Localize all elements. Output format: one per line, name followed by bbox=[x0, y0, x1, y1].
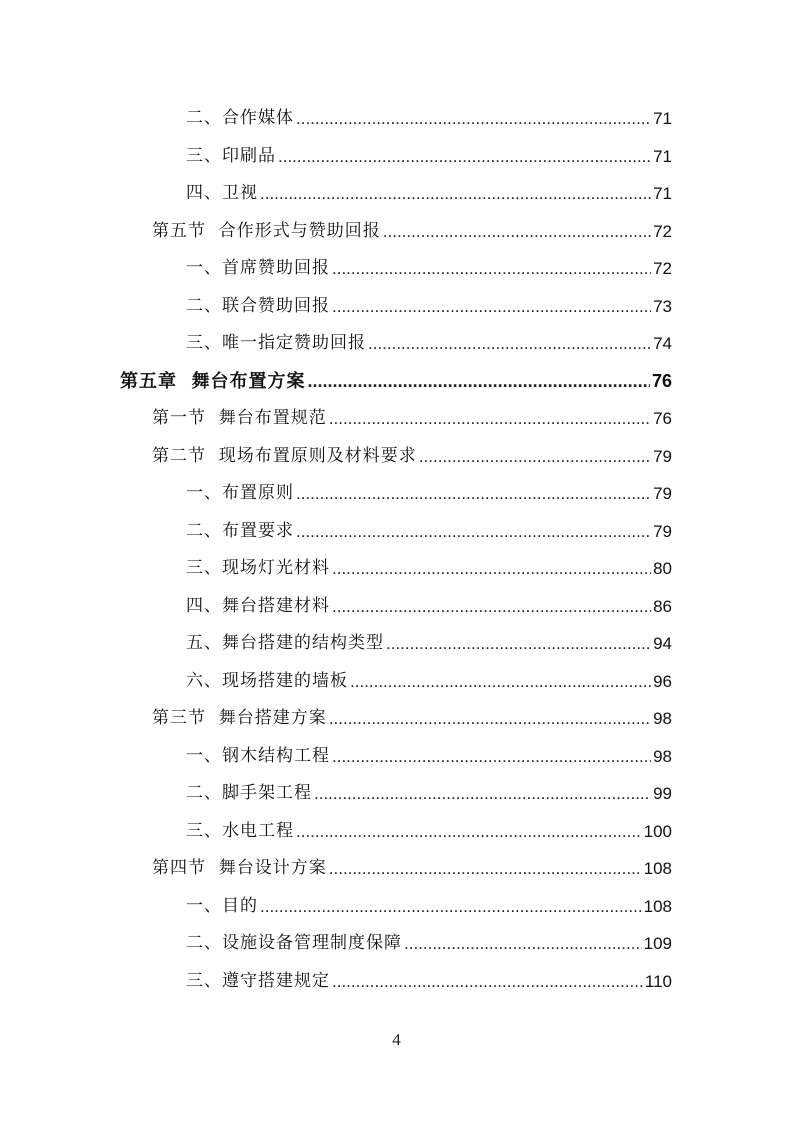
toc-entry[interactable] bbox=[186, 550, 672, 587]
dot-leader bbox=[386, 625, 651, 662]
toc-entry-title: 二、脚手架工程 bbox=[186, 783, 312, 803]
toc-entry-title: 三、遵守搭建规定 bbox=[186, 970, 330, 991]
toc-entry-page: 76 bbox=[651, 370, 672, 391]
toc-section-entry[interactable] bbox=[152, 213, 672, 250]
toc-entry[interactable] bbox=[186, 925, 672, 962]
toc-entry-page: 80 bbox=[653, 559, 672, 578]
toc-section-entry[interactable] bbox=[152, 850, 672, 887]
toc-entry-title: 一、目的 bbox=[186, 895, 258, 916]
toc-entry-page: 79 bbox=[653, 521, 672, 541]
dot-leader bbox=[278, 138, 651, 175]
toc-entry[interactable] bbox=[186, 663, 672, 700]
toc-entry-title: 五、舞台搭建的结构类型 bbox=[186, 633, 384, 653]
dot-leader bbox=[308, 363, 650, 400]
toc-chapter-entry[interactable] bbox=[120, 363, 672, 400]
toc-entry-title: 第五章 舞台布置方案 bbox=[120, 370, 306, 392]
toc-entry[interactable] bbox=[186, 513, 672, 550]
toc-entry-page: 76 bbox=[653, 409, 672, 428]
dot-leader bbox=[296, 475, 651, 512]
dot-leader bbox=[332, 963, 643, 1000]
toc-entry-page: 71 bbox=[653, 184, 672, 203]
toc-entry-page: 108 bbox=[643, 896, 672, 916]
toc-entry-title: 一、钢木结构工程 bbox=[186, 745, 330, 766]
toc-entry-title: 六、现场搭建的墙板 bbox=[186, 670, 348, 691]
dot-leader bbox=[419, 438, 651, 475]
toc-entry-page: 96 bbox=[653, 671, 672, 691]
toc-entry-page: 71 bbox=[653, 109, 672, 128]
toc-entry-page: 108 bbox=[643, 859, 672, 878]
toc-entry-title: 四、舞台搭建材料 bbox=[186, 595, 330, 616]
toc-entry-title: 第三节 舞台搭建方案 bbox=[152, 708, 327, 728]
dot-leader bbox=[368, 325, 651, 362]
toc-entry[interactable] bbox=[186, 250, 672, 287]
dot-leader bbox=[296, 100, 651, 137]
toc-entry-page: 72 bbox=[653, 259, 672, 278]
dot-leader bbox=[332, 588, 651, 625]
toc-entry[interactable] bbox=[186, 100, 672, 137]
toc-entry-title: 一、首席赞助回报 bbox=[186, 258, 330, 278]
toc-entry-title: 二、合作媒体 bbox=[186, 108, 294, 128]
toc-entry-page: 79 bbox=[653, 446, 672, 466]
toc-entry-title: 三、现场灯光材料 bbox=[186, 558, 330, 578]
toc-entry-page: 74 bbox=[653, 334, 672, 353]
dot-leader bbox=[296, 513, 651, 550]
toc-entry[interactable] bbox=[186, 625, 672, 662]
toc-entry-title: 四、卫视 bbox=[186, 183, 258, 203]
dot-leader bbox=[260, 175, 651, 212]
toc-entry-title: 二、设施设备管理制度保障 bbox=[186, 933, 402, 953]
toc-entry-title: 二、布置要求 bbox=[186, 520, 294, 541]
toc-entry-page: 109 bbox=[643, 934, 672, 953]
dot-leader bbox=[332, 288, 651, 325]
dot-leader bbox=[332, 550, 651, 587]
toc-section-entry[interactable] bbox=[152, 400, 672, 437]
dot-leader bbox=[404, 925, 642, 962]
toc-entry-title: 第五节 合作形式与赞助回报 bbox=[152, 220, 381, 241]
toc-entry[interactable] bbox=[186, 738, 672, 775]
toc-entry[interactable] bbox=[186, 325, 672, 362]
toc-entry-page: 94 bbox=[653, 634, 672, 653]
toc-entry-page: 99 bbox=[653, 784, 672, 803]
toc-entry[interactable] bbox=[186, 888, 672, 925]
toc-entry-title: 三、唯一指定赞助回报 bbox=[186, 333, 366, 353]
toc-entry-title: 第四节 舞台设计方案 bbox=[152, 858, 327, 878]
toc-entry-page: 73 bbox=[653, 296, 672, 316]
toc-section-entry[interactable] bbox=[152, 700, 672, 737]
toc-entry[interactable] bbox=[186, 175, 672, 212]
dot-leader bbox=[260, 888, 642, 925]
dot-leader bbox=[329, 700, 651, 737]
toc-entry[interactable] bbox=[186, 813, 672, 850]
dot-leader bbox=[329, 850, 642, 887]
toc-entry-page: 98 bbox=[653, 709, 672, 728]
toc-entry-page: 98 bbox=[653, 746, 672, 766]
toc-entry-title: 二、联合赞助回报 bbox=[186, 295, 330, 316]
toc-entry-page: 79 bbox=[653, 484, 672, 503]
toc-entry[interactable] bbox=[186, 775, 672, 812]
dot-leader bbox=[314, 775, 651, 812]
toc-entry[interactable] bbox=[186, 288, 672, 325]
dot-leader bbox=[332, 738, 651, 775]
page-number: 4 bbox=[392, 1030, 401, 1049]
toc-entry-page: 110 bbox=[644, 971, 672, 991]
dot-leader bbox=[329, 400, 651, 437]
toc-entry-page: 86 bbox=[653, 596, 672, 616]
toc-entry[interactable] bbox=[186, 475, 672, 512]
toc-entry-page: 72 bbox=[653, 221, 672, 241]
toc-entry-title: 三、水电工程 bbox=[186, 820, 294, 841]
toc-section-entry[interactable] bbox=[152, 438, 672, 475]
toc-entry[interactable] bbox=[186, 588, 672, 625]
dot-leader bbox=[383, 213, 651, 250]
dot-leader bbox=[296, 813, 642, 850]
toc-entry-page: 100 bbox=[643, 821, 672, 841]
toc-entry[interactable] bbox=[186, 138, 672, 175]
toc-entry-title: 第二节 现场布置原则及材料要求 bbox=[152, 445, 417, 466]
toc-entry-title: 第一节 舞台布置规范 bbox=[152, 408, 327, 428]
toc-entry[interactable] bbox=[186, 963, 672, 1000]
dot-leader bbox=[350, 663, 651, 700]
toc-entry-page: 71 bbox=[653, 146, 672, 166]
dot-leader bbox=[332, 250, 651, 287]
toc-entry-title: 一、布置原则 bbox=[186, 483, 294, 503]
toc-entry-title: 三、印刷品 bbox=[186, 145, 276, 166]
